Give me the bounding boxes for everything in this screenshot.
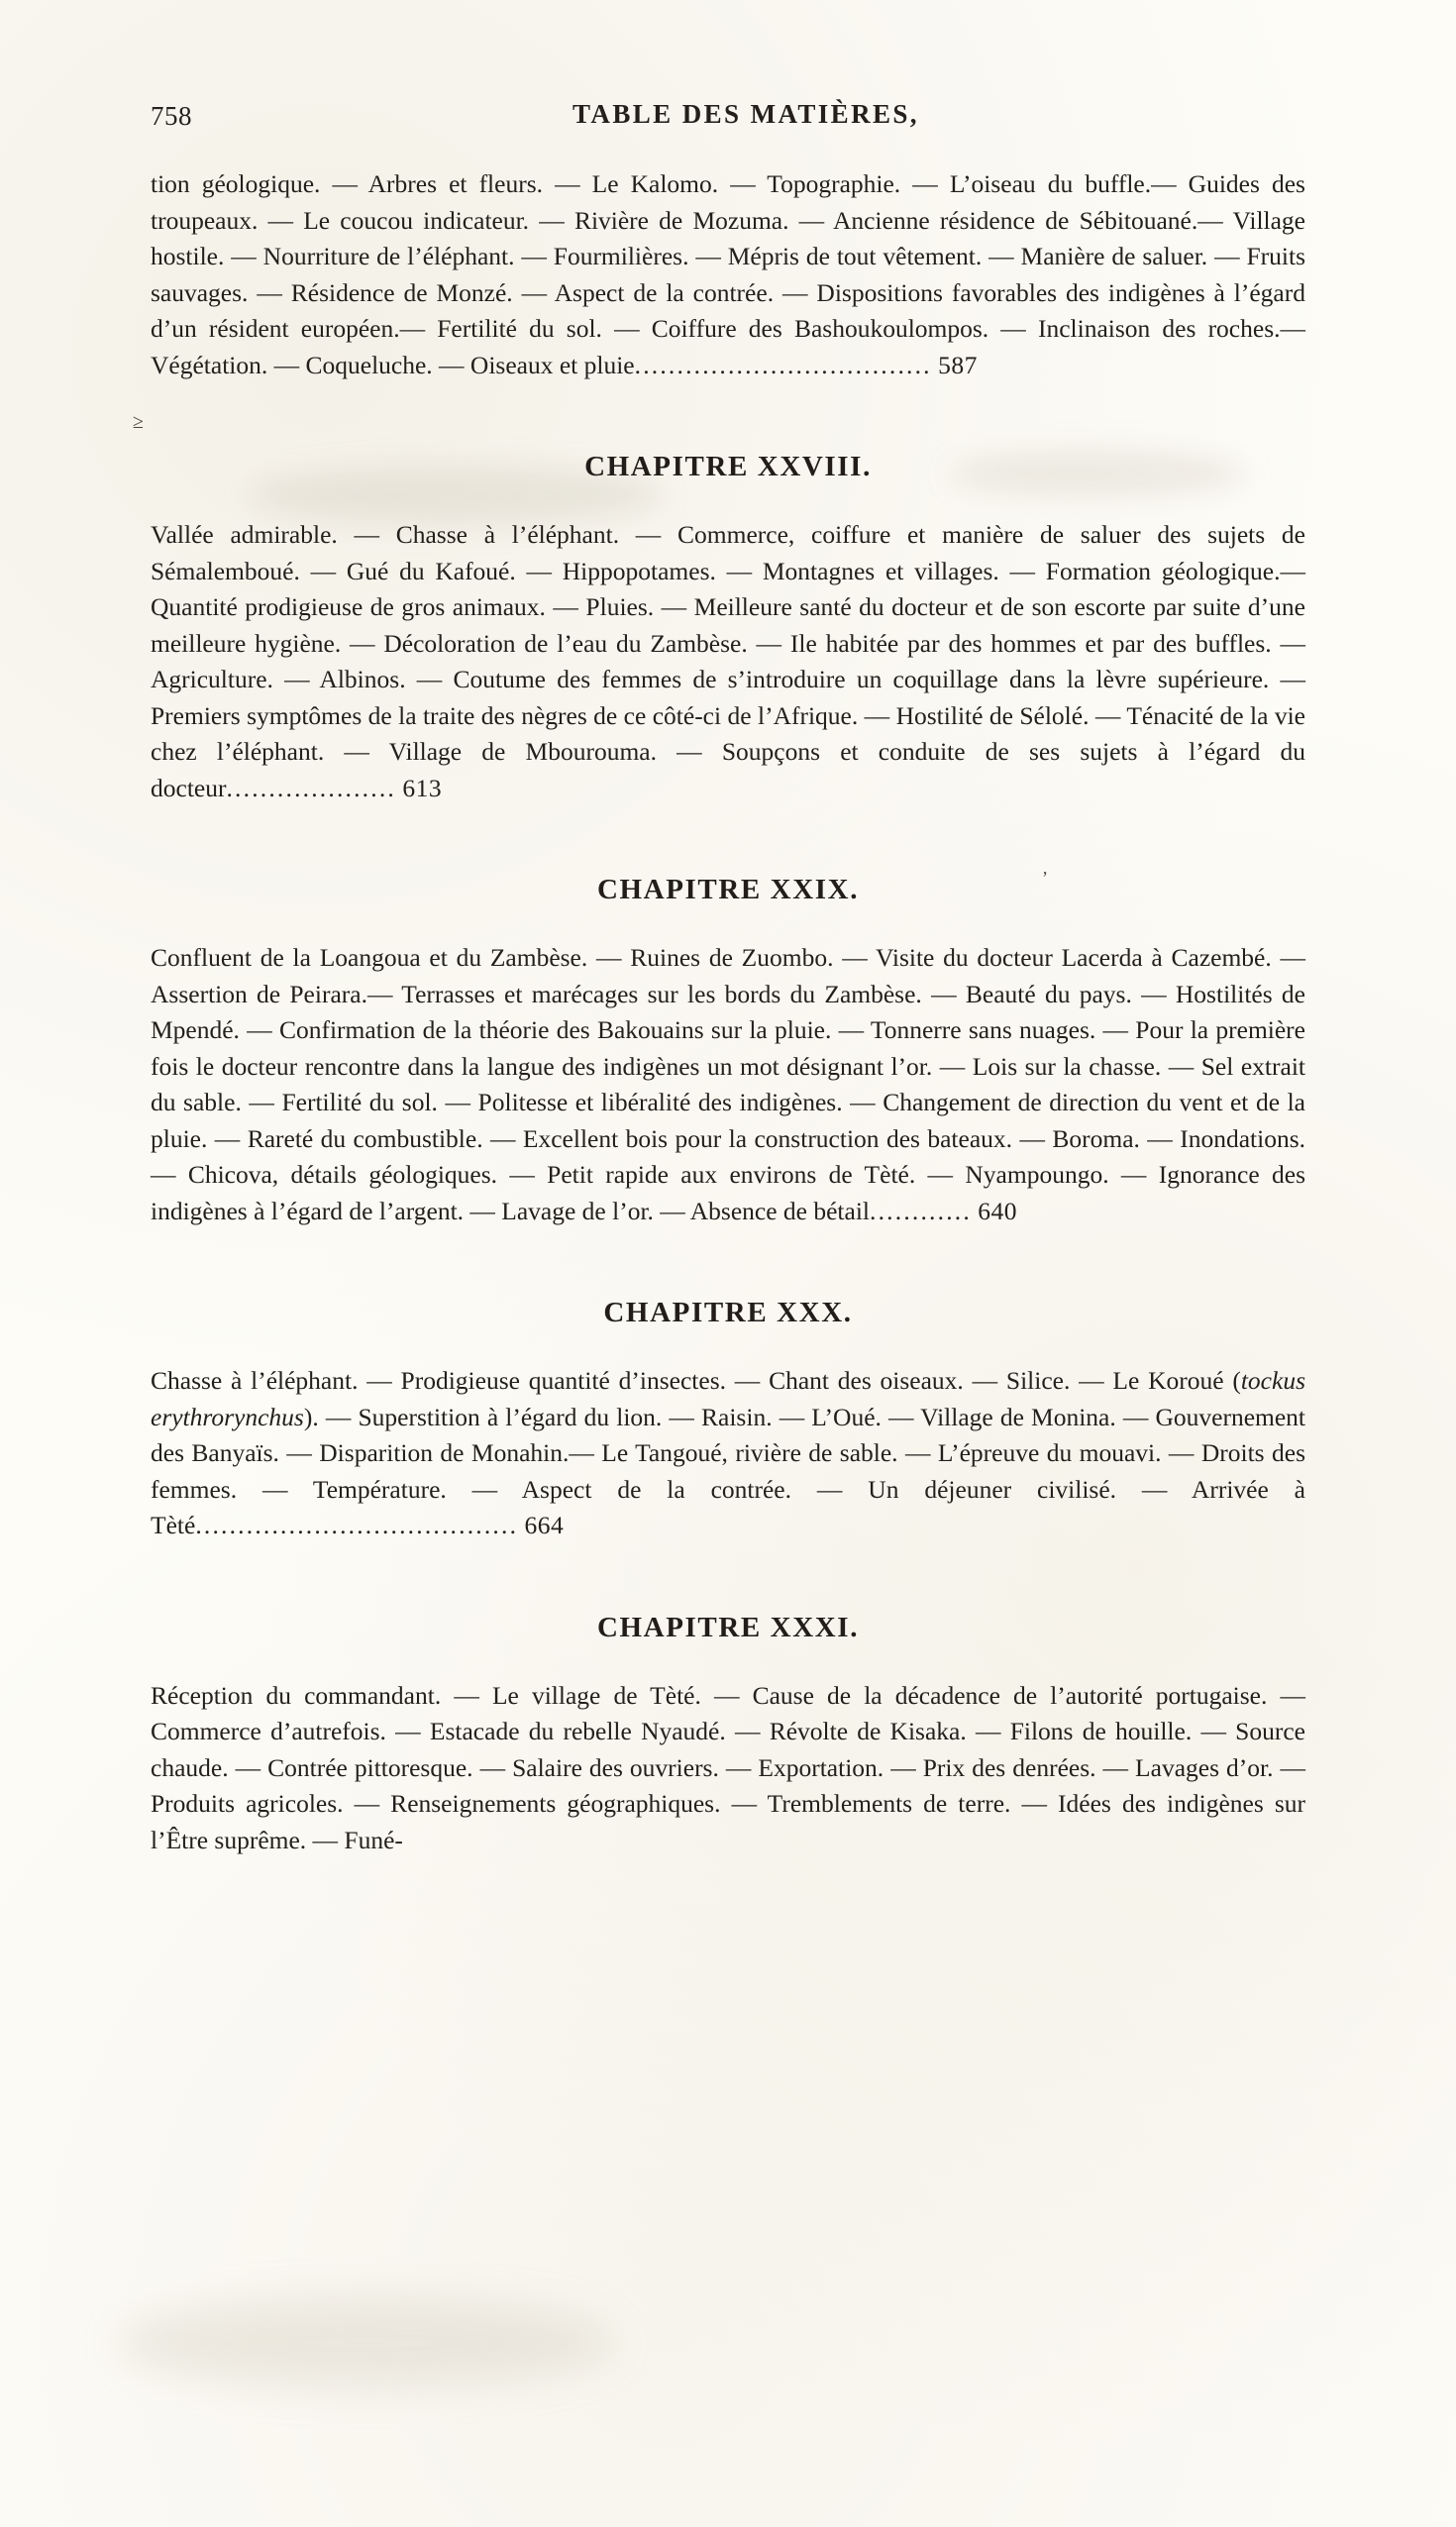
folio-number: 758 <box>151 101 192 131</box>
leader-dots: ................................... <box>634 350 932 379</box>
toc-page-number: 613 <box>402 773 443 802</box>
running-title: TABLE DES MATIÈRES, <box>572 99 919 129</box>
toc-entry-continued <box>151 166 1305 383</box>
toc-page-number: 640 <box>978 1196 1018 1225</box>
toc-entry-xxxi <box>151 1678 1305 1859</box>
paper-smudge <box>119 2298 614 2387</box>
toc-entry-text: Confluent de la Loangoua et du Zambèse. — Ruines de Zuombo. — Visite du docteur Lacerda à Cazembé. — Assertion de Peirara.— Terrasses et marécages sur les bords du Zambèse. — Beauté du pays. — Hostilités de Mpendé. — Confirmation de la théorie des Bakouains sur la pluie. — Tonnerre sans nuages. — Pour la première fois le docteur rencontre dans la langue des indigènes un mot désignant l’or. — Lois sur la chasse. — Sel extrait du sable. — Fertilité du sol. — Politesse et libéralité des indigènes. — Changement de direction du vent et de la pluie. — Rareté du combustible. — Excellent bois pour la construction des bateaux. — Boroma. — Inondations. — Chicova, détails géologiques. — Petit rapide aux environs de Tèté. — Nyampoungo. — Ignorance des indigènes à l’égard de l’argent. — Lavage de l’or. — Absence de bétail <box>151 943 1305 1225</box>
toc-entry-xxx <box>151 1363 1305 1544</box>
leader-dots: ...................................... <box>195 1511 519 1539</box>
toc-entry-text: tion géologique. — Arbres et fleurs. — Le Kalomo. — Topographie. — L’oiseau du buffle.— Guides des troupeaux. — Le coucou indicateur. — Rivière de Mozuma. — Ancienne résidence de Sébitouané.— Village hostile. — Nourriture de l’éléphant. — Fourmilières. — Mépris de tout vêtement. — Manière de saluer. — Fruits sauvages. — Résidence de Monzé. — Aspect de la contrée. — Dispositions favorables des indigènes à l’égard d’un résident européen.— Fertilité du sol. — Coiffure des Bashoukoulompos. — Inclinaison des roches.— Végétation. — Coqueluche. — Oiseaux et pluie <box>151 169 1305 379</box>
marginal-mark: ʼ <box>1042 868 1048 888</box>
toc-entry-xxviii <box>151 517 1305 806</box>
toc-page-number: 587 <box>938 350 978 379</box>
toc-entry-text: Réception du commandant. — Le village de Tèté. — Cause de la décadence de l’autorité portugaise. — Commerce d’autrefois. — Estacade du rebelle Nyaudé. — Révolte de Kisaka. — Filons de houille. — Source chaude. — Contrée pittoresque. — Salaire des ouvriers. — Exportation. — Prix des denrées. — Lavages d’or. — Produits agricoles. — Renseignements géographiques. — Tremblements de terre. — Idées des indigènes sur l’Être suprême. — Funé- <box>151 1680 1305 1854</box>
chapter-block-xxix <box>151 868 1305 1229</box>
chapter-block-xxx <box>151 1297 1305 1544</box>
leader-dots: ............ <box>870 1196 972 1225</box>
leader-dots: .................... <box>226 773 396 802</box>
toc-page-number: 664 <box>524 1511 565 1539</box>
toc-entry-xxix <box>151 940 1305 1229</box>
chapter-block-xxxi <box>151 1612 1305 1859</box>
page-header <box>151 95 1305 149</box>
page-content <box>133 95 1305 1858</box>
toc-entry-text: Vallée admirable. — Chasse à l’éléphant. — Commerce, coiffure et manière de saluer des sujets de Sémalemboué. — Gué du Kafoué. — Hippopotames. — Montagnes et villages. — Formation géologique.— Quantité prodigieuse de gros animaux. — Pluies. — Meilleure santé du docteur et de son escorte par suite d’une meilleure hygiène. — Décoloration de l’eau du Zambèse. — Ile habitée par des hommes et par des buffles. — Agriculture. — Albinos. — Coutume des femmes de s’introduire un coquillage dans la lèvre supérieure. — Premiers symptômes de la traite des nègres de ce côté-ci de l’Afrique. — Hostilité de Sélolé. — Ténacité de la vie chez l’éléphant. — Village de Mbourouma. — Soupçons et conduite de ses sujets à l’égard du docteur <box>151 520 1305 802</box>
chapter-heading-xxx: CHAPITRE XXX. <box>603 1297 853 1328</box>
chapter-block-xxviii <box>133 411 1305 806</box>
marginal-mark: ≥ <box>133 411 144 433</box>
toc-entry-text: Chasse à l’éléphant. — Prodigieuse quantité d’insectes. — Chant des oiseaux. — Silice. — Le Koroué (tockus erythrorynchus). — Superstition à l’égard du lion. — Raisin. — L’Oué. — Village de Monina. — Gouvernement des Banyaïs. — Disparition de Monahin.— Le Tangoué, rivière de sable. — L’épreuve du mouavi. — Droits des femmes. — Température. — Aspect de la contrée. — Un déjeuner civilisé. — Arrivée à Tèté <box>151 1366 1305 1539</box>
chapter-heading-xxix: CHAPITRE XXIX. <box>596 874 860 905</box>
chapter-heading-xxviii: CHAPITRE XXVIII. <box>584 451 872 482</box>
chapter-heading-xxxi: CHAPITRE XXXI. <box>596 1611 860 1643</box>
